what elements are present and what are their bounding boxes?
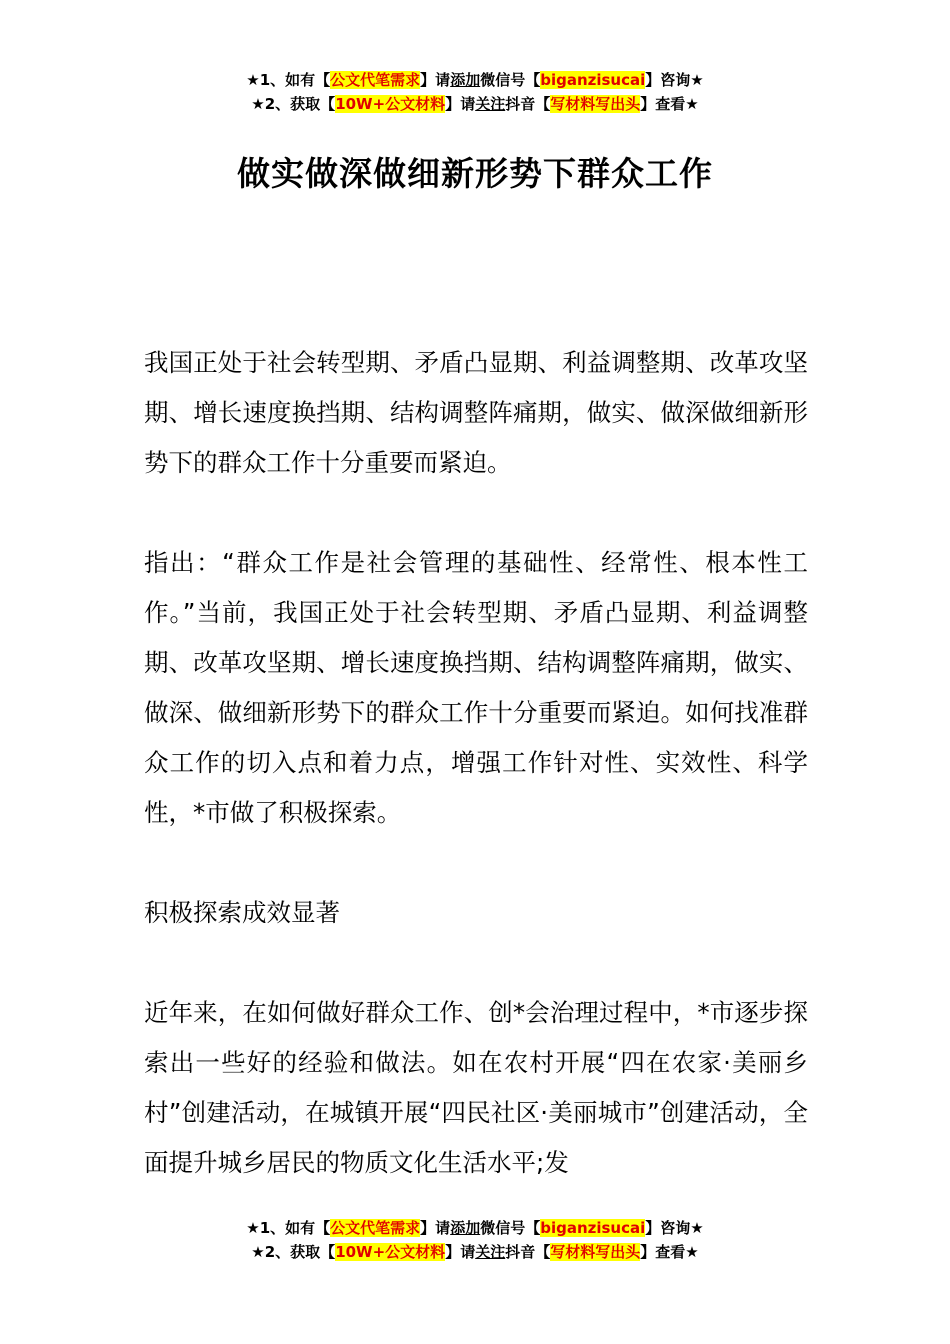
paragraph-1: 我国正处于社会转型期、矛盾凸显期、利益调整期、改革攻坚期、增长速度换挡期、结构调整阵痛期，做实、做深做细新形势下的群众工作十分重要而紧迫。 xyxy=(144,348,808,477)
banner-text: 抖音【 xyxy=(505,95,551,113)
banner-highlight: biganzisucai xyxy=(540,71,646,89)
banner-highlight: 公文代笔需求 xyxy=(330,71,421,89)
banner-highlight: 10W+公文材料 xyxy=(335,1243,446,1261)
banner-emphasis: 关注 xyxy=(475,95,506,113)
document-title: 做实做深做细新形势下群众工作 xyxy=(237,154,713,193)
banner-highlight: 写材料写出头 xyxy=(550,95,641,113)
banner-text: ★1、如有【 xyxy=(246,71,331,89)
header-banner-line-1 xyxy=(0,68,950,92)
banner-emphasis: 添加 xyxy=(450,71,481,89)
footer-banner xyxy=(0,1216,950,1264)
banner-emphasis: 关注 xyxy=(475,1243,506,1261)
banner-text: 抖音【 xyxy=(505,1243,551,1261)
banner-text: 】请 xyxy=(445,1243,476,1261)
banner-text: 】咨询★ xyxy=(645,1219,704,1237)
banner-highlight: biganzisucai xyxy=(540,1219,646,1237)
banner-text: ★2、获取【 xyxy=(251,95,336,113)
section-heading: 积极探索成效显著 xyxy=(144,898,340,927)
footer-banner-line-2 xyxy=(0,1240,950,1264)
banner-text: 微信号【 xyxy=(480,1219,541,1237)
footer-banner-line-1 xyxy=(0,1216,950,1240)
banner-text: 】查看★ xyxy=(640,1243,699,1261)
banner-highlight: 10W+公文材料 xyxy=(335,95,446,113)
banner-text: 】请 xyxy=(420,71,451,89)
banner-highlight: 公文代笔需求 xyxy=(330,1219,421,1237)
banner-text: ★1、如有【 xyxy=(246,1219,331,1237)
paragraph-2: 指出：“群众工作是社会管理的基础性、经常性、根本性工作。”当前，我国正处于社会转型期、矛盾凸显期、利益调整期、改革攻坚期、增长速度换挡期、结构调整阵痛期，做实、做深、做细新形势下的群众工作十分重要而紧迫。如何找准群众工作的切入点和着力点，增强工作针对性、实效性、科学性，*市做了积极探索。 xyxy=(144,548,808,827)
paragraph-3: 近年来，在如何做好群众工作、创*会治理过程中，*市逐步探索出一些好的经验和做法。如在农村开展“四在农家·美丽乡村”创建活动，在城镇开展“四民社区·美丽城市”创建活动，全面提升城乡居民的物质文化生活水平;发 xyxy=(144,998,808,1177)
banner-text: 】请 xyxy=(420,1219,451,1237)
header-banner-line-2 xyxy=(0,92,950,116)
banner-text: ★2、获取【 xyxy=(251,1243,336,1261)
banner-highlight: 写材料写出头 xyxy=(550,1243,641,1261)
banner-emphasis: 添加 xyxy=(450,1219,481,1237)
banner-text: 】请 xyxy=(445,95,476,113)
banner-text: 】咨询★ xyxy=(645,71,704,89)
banner-text: 】查看★ xyxy=(640,95,699,113)
header-banner xyxy=(0,68,950,116)
banner-text: 微信号【 xyxy=(480,71,541,89)
